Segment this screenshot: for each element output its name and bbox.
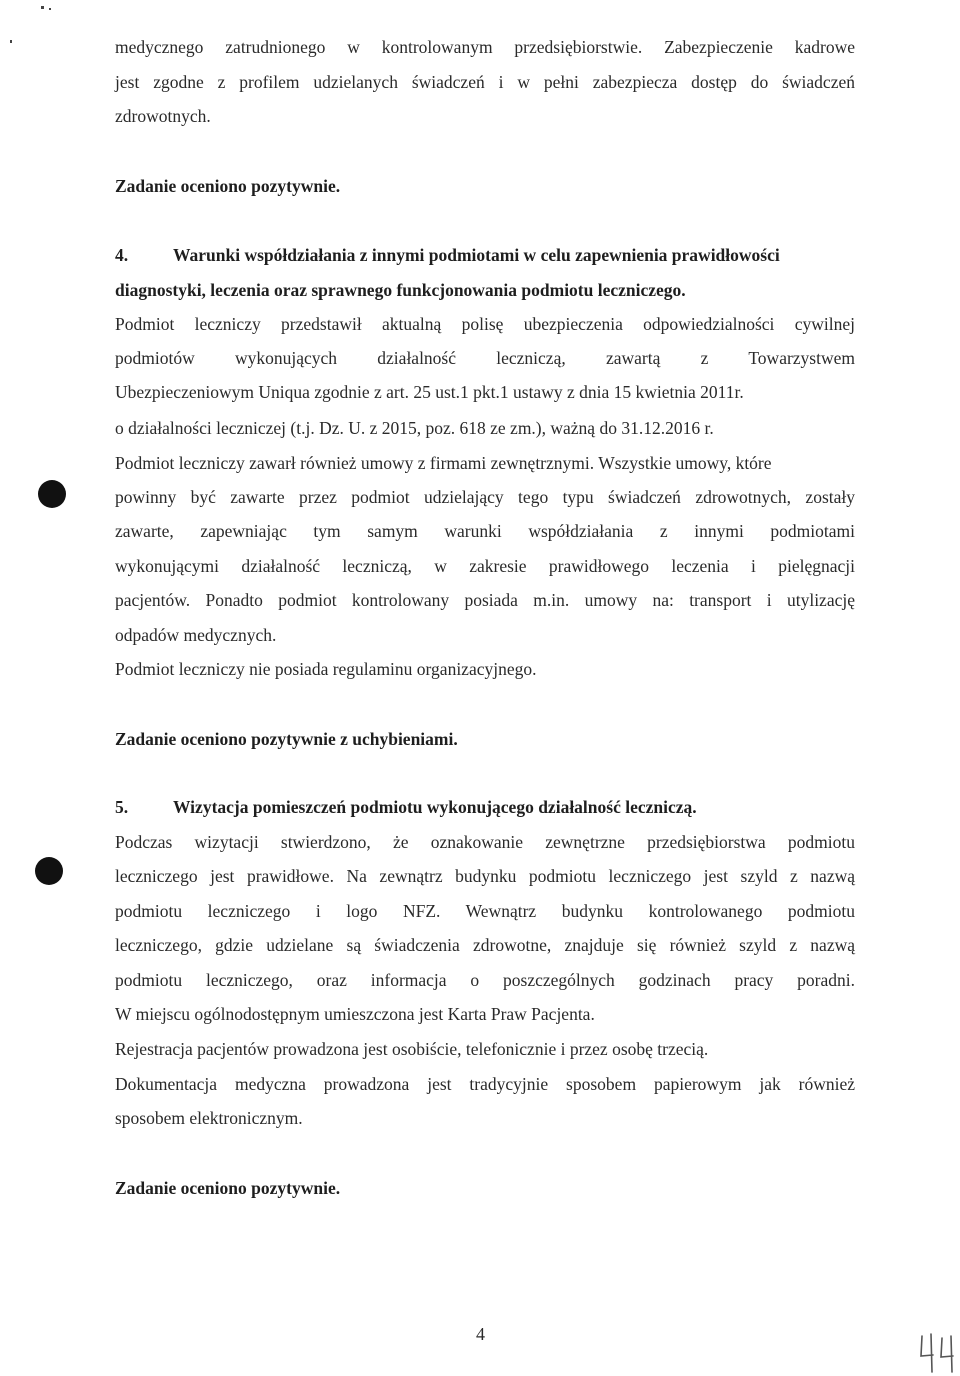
scan-speck [10, 40, 12, 43]
body-line: leczniczego, gdzie udzielane są świadczenia zdrowotne, znajduje się również szyld z nazwą [115, 935, 855, 955]
section-heading-4 [115, 245, 855, 265]
body-line: odpadów medycznych. [115, 625, 277, 645]
page-number: 4 [476, 1324, 485, 1344]
assessment-heading: Zadanie oceniono pozytywnie. [115, 176, 341, 196]
body-line: zdrowotnych. [115, 106, 211, 126]
section-number: 4. [115, 245, 129, 265]
body-line: Ubezpieczeniowym Uniqua zgodnie z art. 25 ust.1 pkt.1 ustawy z dnia 15 kwietnia 2011r. [115, 382, 744, 402]
section-number: 5. [115, 797, 129, 817]
body-line: podmiotu leczniczego, oraz informacja o poszczególnych godzinach pracy poradni. [115, 970, 855, 990]
body-line: Podmiot leczniczy nie posiada regulaminu organizacyjnego. [115, 659, 537, 679]
body-line: wykonującymi działalność leczniczą, w zakresie prawidłowego leczenia i pielęgnacji [115, 556, 855, 576]
scan-speck [49, 8, 51, 10]
body-line: W miejscu ogólnodostępnym umieszczona jest Karta Praw Pacjenta. [115, 1004, 595, 1024]
section-heading-5 [115, 797, 855, 817]
body-line: Podmiot leczniczy zawarł również umowy z firmami zewnętrznymi. Wszystkie umowy, które [115, 453, 772, 473]
body-line: Rejestracja pacjentów prowadzona jest osobiście, telefonicznie i przez osobę trzecią. [115, 1039, 709, 1059]
handwritten-page-number [918, 1330, 958, 1374]
punch-hole-mark [35, 857, 63, 885]
body-line: o działalności leczniczej (t.j. Dz. U. z 2015, poz. 618 ze zm.), ważną do 31.12.2016 r. [115, 418, 714, 438]
assessment-heading: Zadanie oceniono pozytywnie z uchybieniami. [115, 729, 458, 749]
body-line: jest zgodne z profilem udzielanych świadczeń i w pełni zabezpiecza dostęp do świadczeń [115, 72, 855, 92]
body-line: podmiotu leczniczego i logo NFZ. Wewnątrz budynku kontrolowanego podmiotu [115, 901, 855, 921]
section-title: Warunki współdziałania z innymi podmiotami w celu zapewnienia prawidłowości [173, 245, 780, 265]
section-title: Wizytacja pomieszczeń podmiotu wykonującego działalność leczniczą. [173, 797, 697, 817]
body-line: sposobem elektronicznym. [115, 1108, 303, 1128]
body-line: Podmiot leczniczy przedstawił aktualną polisę ubezpieczenia odpowiedzialności cywilnej [115, 314, 855, 334]
body-line: powinny być zawarte przez podmiot udzielający tego typu świadczeń zdrowotnych, zostały [115, 487, 855, 507]
section-heading-4-cont: diagnostyki, leczenia oraz sprawnego funkcjonowania podmiotu leczniczego. [115, 280, 686, 300]
body-line: pacjentów. Ponadto podmiot kontrolowany posiada m.in. umowy na: transport i utylizację [115, 590, 855, 610]
body-line: Dokumentacja medyczna prowadzona jest tradycyjnie sposobem papierowym jak również [115, 1074, 855, 1094]
body-line: Podczas wizytacji stwierdzono, że oznakowanie zewnętrzne przedsiębiorstwa podmiotu [115, 832, 855, 852]
body-line: medycznego zatrudnionego w kontrolowanym przedsiębiorstwie. Zabezpieczenie kadrowe [115, 37, 855, 57]
body-line: zawarte, zapewniając tym samym warunki współdziałania z innymi podmiotami [115, 521, 855, 541]
body-line: leczniczego jest prawidłowe. Na zewnątrz budynku podmiotu leczniczego jest szyld z nazwą [115, 866, 855, 886]
assessment-heading: Zadanie oceniono pozytywnie. [115, 1178, 341, 1198]
body-line: podmiotów wykonujących działalność leczniczą, zawartą z Towarzystwem [115, 348, 855, 368]
scan-speck [41, 6, 44, 9]
punch-hole-mark [38, 480, 66, 508]
